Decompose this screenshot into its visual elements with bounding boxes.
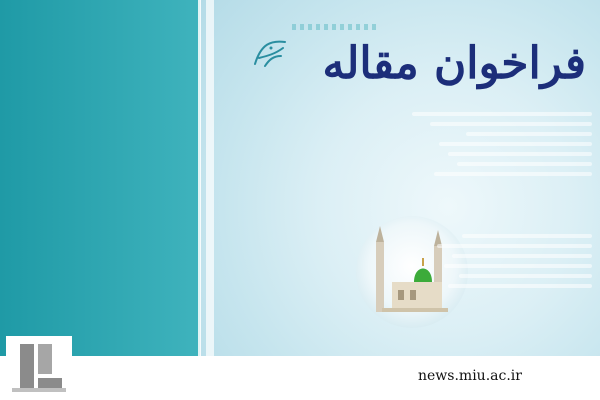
- list-item: [448, 284, 592, 288]
- bismillah-calligraphy-icon: [251, 34, 291, 72]
- list-item: [457, 162, 592, 166]
- panel-divider-stripe-wide: [206, 0, 214, 356]
- list-item: [412, 112, 592, 116]
- footer-url[interactable]: news.miu.ac.ir: [418, 368, 522, 384]
- topic-list: [412, 106, 592, 182]
- list-item: [462, 234, 592, 238]
- topic-list: [412, 228, 592, 294]
- list-item: [437, 244, 592, 248]
- list-item: [459, 274, 592, 278]
- topics-panel: [0, 0, 200, 356]
- body-text: [210, 332, 594, 350]
- list-item: [452, 254, 592, 258]
- list-item: [466, 132, 592, 136]
- list-item: [434, 172, 592, 176]
- university-logo-icon: [6, 336, 72, 396]
- list-item: [448, 152, 592, 156]
- decorative-pattern: [292, 24, 377, 30]
- poster-title: فراخوان مقاله: [322, 38, 586, 89]
- list-item: [444, 264, 592, 268]
- list-item: [430, 122, 592, 126]
- panel-divider-stripe: [198, 0, 201, 356]
- list-item: [439, 142, 592, 146]
